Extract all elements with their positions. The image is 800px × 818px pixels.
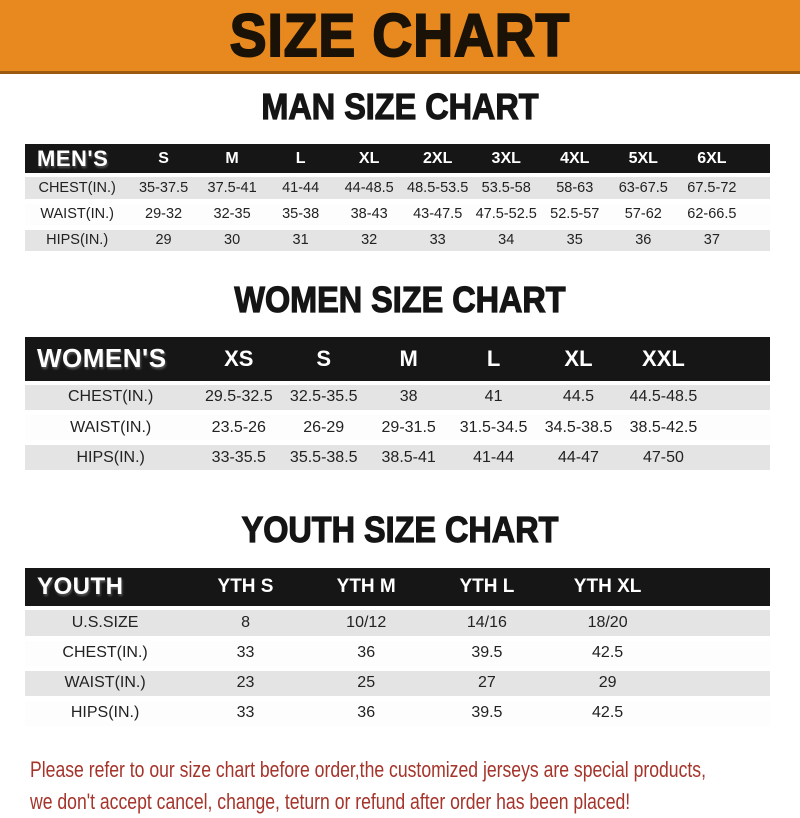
size-cell: 33 — [185, 638, 306, 668]
column-header: YTH XL — [547, 568, 668, 608]
disclaimer-line-2: we don't accept cancel, change, teturn or refund after order has been placed! — [30, 788, 631, 814]
row-label: U.S.SIZE — [25, 608, 185, 638]
column-header: 4XL — [540, 144, 609, 175]
row-label: WAIST(IN.) — [25, 413, 196, 443]
size-cell: 23 — [185, 668, 306, 698]
disclaimer-line-1: Please refer to our size chart before order,the customized jerseys are special products, — [30, 756, 706, 782]
size-cell: 33 — [403, 227, 472, 253]
size-cell: 29 — [547, 668, 668, 698]
section-men — [0, 86, 800, 256]
size-cell: 8 — [185, 608, 306, 638]
table-row — [25, 608, 770, 638]
column-header: L — [451, 337, 536, 383]
size-cell: 47-50 — [621, 443, 706, 473]
table-row — [25, 227, 770, 253]
spacer-cell — [706, 337, 770, 383]
column-header: S — [281, 337, 366, 383]
size-cell: 29-31.5 — [366, 413, 451, 443]
table-row — [25, 668, 770, 698]
table-header-row — [25, 568, 770, 608]
disclaimer — [30, 754, 800, 818]
column-header: 3XL — [472, 144, 541, 175]
size-cell: 44.5-48.5 — [621, 383, 706, 413]
size-cell: 53.5-58 — [472, 175, 541, 201]
banner — [0, 0, 800, 74]
women-section-heading: WOMEN SIZE CHART — [234, 278, 566, 320]
size-cell: 38 — [366, 383, 451, 413]
column-header: XL — [335, 144, 404, 175]
size-cell: 26-29 — [281, 413, 366, 443]
size-cell: 44-47 — [536, 443, 621, 473]
spacer-cell — [668, 638, 770, 668]
table-row — [25, 638, 770, 668]
size-cell: 32.5-35.5 — [281, 383, 366, 413]
table-group-label: WOMEN'S — [25, 337, 196, 383]
table-row — [25, 443, 770, 473]
size-cell: 14/16 — [427, 608, 548, 638]
size-cell: 25 — [306, 668, 427, 698]
men-size-table — [25, 144, 770, 256]
column-header: 6XL — [678, 144, 747, 175]
size-cell: 31.5-34.5 — [451, 413, 536, 443]
size-cell: 52.5-57 — [540, 201, 609, 227]
column-header: L — [266, 144, 335, 175]
spacer-cell — [668, 668, 770, 698]
size-cell: 32-35 — [198, 201, 267, 227]
size-cell: 39.5 — [427, 638, 548, 668]
table-header-row — [25, 337, 770, 383]
size-cell: 33 — [185, 698, 306, 728]
size-cell: 34.5-38.5 — [536, 413, 621, 443]
table-header-row — [25, 144, 770, 175]
column-header: M — [366, 337, 451, 383]
size-cell: 27 — [427, 668, 548, 698]
size-cell: 35-38 — [266, 201, 335, 227]
row-label: CHEST(IN.) — [25, 383, 196, 413]
table-row — [25, 175, 770, 201]
size-cell: 42.5 — [547, 698, 668, 728]
size-cell: 29 — [129, 227, 198, 253]
size-cell: 58-63 — [540, 175, 609, 201]
size-chart-body — [0, 86, 800, 731]
row-label: HIPS(IN.) — [25, 227, 129, 253]
column-header: XXL — [621, 337, 706, 383]
size-cell: 44-48.5 — [335, 175, 404, 201]
column-header: YTH S — [185, 568, 306, 608]
spacer-cell — [706, 443, 770, 473]
spacer-cell — [706, 383, 770, 413]
size-cell: 41-44 — [451, 443, 536, 473]
spacer-cell — [706, 413, 770, 443]
size-cell: 41 — [451, 383, 536, 413]
size-cell: 37.5-41 — [198, 175, 267, 201]
size-cell: 35 — [540, 227, 609, 253]
size-cell: 35.5-38.5 — [281, 443, 366, 473]
size-cell: 34 — [472, 227, 541, 253]
men-section-heading: MAN SIZE CHART — [261, 86, 539, 127]
spacer-cell — [668, 608, 770, 638]
size-cell: 62-66.5 — [678, 201, 747, 227]
size-cell: 29.5-32.5 — [196, 383, 281, 413]
size-cell: 10/12 — [306, 608, 427, 638]
spacer-cell — [668, 568, 770, 608]
section-women — [0, 278, 800, 476]
column-header: S — [129, 144, 198, 175]
section-youth — [0, 509, 800, 731]
size-cell: 48.5-53.5 — [403, 175, 472, 201]
size-cell: 31 — [266, 227, 335, 253]
youth-size-table — [25, 568, 770, 731]
size-cell: 44.5 — [536, 383, 621, 413]
size-cell: 33-35.5 — [196, 443, 281, 473]
size-cell: 36 — [609, 227, 678, 253]
banner-title: SIZE CHART — [229, 1, 571, 69]
table-row — [25, 201, 770, 227]
row-label: CHEST(IN.) — [25, 175, 129, 201]
size-cell: 23.5-26 — [196, 413, 281, 443]
column-header: XL — [536, 337, 621, 383]
table-group-label: MEN'S — [25, 144, 129, 175]
table-row — [25, 698, 770, 728]
table-row — [25, 383, 770, 413]
youth-section-heading: YOUTH SIZE CHART — [241, 509, 559, 550]
size-cell: 42.5 — [547, 638, 668, 668]
row-label: WAIST(IN.) — [25, 668, 185, 698]
row-label: CHEST(IN.) — [25, 638, 185, 668]
size-cell: 36 — [306, 638, 427, 668]
size-cell: 18/20 — [547, 608, 668, 638]
size-cell: 29-32 — [129, 201, 198, 227]
size-cell: 36 — [306, 698, 427, 728]
size-cell: 37 — [678, 227, 747, 253]
column-header: 5XL — [609, 144, 678, 175]
row-label: WAIST(IN.) — [25, 201, 129, 227]
size-cell: 41-44 — [266, 175, 335, 201]
row-label: HIPS(IN.) — [25, 698, 185, 728]
column-header: YTH L — [427, 568, 548, 608]
women-size-table — [25, 337, 770, 476]
spacer-cell — [746, 227, 770, 253]
size-cell: 43-47.5 — [403, 201, 472, 227]
spacer-cell — [746, 201, 770, 227]
column-header: 2XL — [403, 144, 472, 175]
size-cell: 39.5 — [427, 698, 548, 728]
table-group-label: YOUTH — [25, 568, 185, 608]
column-header: XS — [196, 337, 281, 383]
size-cell: 38-43 — [335, 201, 404, 227]
size-cell: 30 — [198, 227, 267, 253]
size-cell: 67.5-72 — [678, 175, 747, 201]
size-cell: 35-37.5 — [129, 175, 198, 201]
size-cell: 38.5-41 — [366, 443, 451, 473]
spacer-cell — [746, 144, 770, 175]
size-cell: 32 — [335, 227, 404, 253]
size-cell: 38.5-42.5 — [621, 413, 706, 443]
table-row — [25, 413, 770, 443]
size-cell: 63-67.5 — [609, 175, 678, 201]
spacer-cell — [668, 698, 770, 728]
size-cell: 57-62 — [609, 201, 678, 227]
column-header: M — [198, 144, 267, 175]
column-header: YTH M — [306, 568, 427, 608]
row-label: HIPS(IN.) — [25, 443, 196, 473]
spacer-cell — [746, 175, 770, 201]
size-cell: 47.5-52.5 — [472, 201, 541, 227]
